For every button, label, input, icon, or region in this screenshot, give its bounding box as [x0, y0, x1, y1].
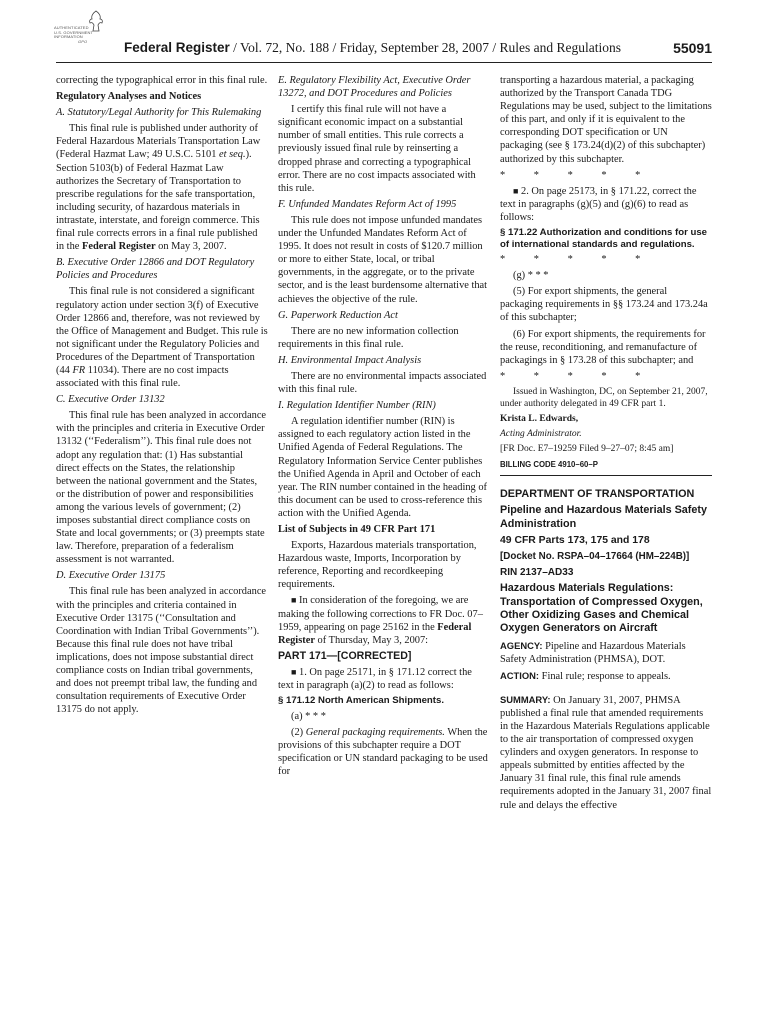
page-number: 55091	[673, 40, 712, 56]
square-bullet-icon: ■	[291, 595, 297, 606]
subsection-heading: E. Regulatory Flexibility Act, Executive Order 13272, and DOT Procedures and Policies	[278, 75, 471, 100]
paragraph: (6) For export shipments, the requirements for the reuse, reconditioning, and remanufacture of packagings in § 173.28 of this subchapter; and	[500, 328, 706, 366]
paragraph: ■ 1. On page 25171, in § 171.12 correct the text in paragraph (a)(2) to read as follows:	[278, 666, 472, 692]
page-header	[124, 40, 712, 60]
agency-line: AGENCY: Pipeline and Hazardous Materials Safety Administration (PHMSA), DOT.	[500, 639, 686, 665]
square-bullet-icon: ■	[291, 666, 297, 677]
ellipsis-stars: * * * * *	[500, 370, 654, 382]
ellipsis-stars: * * * * *	[500, 254, 654, 266]
regulation-section-heading: § 171.22 Authorization and conditions for use of international standards and regulations.	[500, 227, 708, 250]
column-1	[56, 74, 268, 719]
summary-paragraph: SUMMARY: On January 31, 2007, PHMSA published a final rule that amended requirements in the Hazardous Materials Regulations applicable to the air transportation of compressed oxygen cylinders and oxygen generators. In response to appeals submitted by entities affected by the January 31 final rule, this final rule amends requirements adopted in the January 31, 2007 final rule and delays the effective	[500, 693, 712, 811]
journal-title: Federal Register	[124, 40, 230, 55]
subsection-heading: C. Executive Order 13132	[56, 394, 165, 406]
issued-note: Issued in Washington, DC, on September 21, 2007, under authority delegated in 49 CFR part 1.	[500, 386, 708, 409]
paragraph: (5) For export shipments, the general packaging requirements in §§ 173.24 and 173.24a of this subchapter;	[500, 286, 708, 324]
signer-title: Acting Administrator.	[500, 428, 582, 439]
paragraph: I certify this final rule will not have a significant economic impact on a substantial number of small entities. This rule corrects a previously issued final rule by reinserting a dropped phrase and correcting a typographical error. There are no cost impacts associated with this rule.	[278, 104, 476, 194]
billing-code: BILLING CODE 4910–60–P	[500, 459, 598, 469]
issue-info: / Vol. 72, No. 188 / Friday, September 28, 2007 / Rules and Regulations	[229, 40, 622, 55]
paragraph: ■ In consideration of the foregoing, we are making the following corrections to FR Doc. 07–1959, appearing on page 25162 in the Federal Register of Thursday, May 3, 2007:	[278, 595, 483, 646]
section-heading: Regulatory Analyses and Notices	[56, 91, 202, 103]
department-heading: DEPARTMENT OF TRANSPORTATION	[500, 487, 695, 500]
ellipsis-stars: * * * * *	[500, 169, 654, 181]
paragraph: There are no new information collection requirements in this final rule.	[278, 325, 459, 350]
subsection-heading: H. Environmental Impact Analysis	[278, 354, 422, 366]
paragraph: This final rule has been analyzed in accordance with the principles and criteria in Executive Order 13132 (‘‘Federalism’’). This final rule does not adopt any regulation that: (1) Has substantial direct effects on the States, the relationship between the national government and the States, or the distribution of power and responsibilities among the various levels of government; (2) imposes substantial direct compliance costs on State and local governments; or (3) preempts state law. Therefore, preparation of a federalism assessment is not warranted.	[56, 410, 267, 566]
column-3	[500, 74, 712, 815]
paragraph: There are no environmental impacts associated with this final rule.	[278, 370, 487, 396]
section-heading: List of Subjects in 49 CFR Part 171	[278, 524, 436, 535]
paragraph: (a) * * *	[291, 710, 326, 722]
document-divider	[500, 475, 712, 476]
paragraph: This final rule is published under authority of Federal Hazardous Materials Transportation Law (Federal Hazmat Law; 49 U.S.C. 5101 et seq.). Section 5103(b) of Federal Hazmat Law authorizes the Secretary of Transportation to prescribe regulations for the safe transportation, including security, of hazardous materials in intrastate, interstate, and foreign commerce. This final rule corrects errors in a final rule published in the Federal Register on May 3, 2007.	[56, 123, 261, 253]
paragraph: Exports, Hazardous materials transportation, Hazardous waste, Imports, Incorporation by reference, Reporting and recordkeeping requirements.	[278, 540, 477, 591]
action-line: ACTION: Final rule; response to appeals.	[500, 669, 671, 682]
header-rule	[56, 62, 712, 63]
cfr-parts: 49 CFR Parts 173, 175 and 178	[500, 535, 650, 547]
paragraph: (g) * * *	[513, 270, 549, 282]
paragraph: ■ 2. On page 25173, in § 171.22, correct the text in paragraphs (g)(5) and (g)(6) to read as follows:	[500, 185, 697, 223]
paragraph: A regulation identifier number (RIN) is assigned to each regulatory action listed in the Unified Agenda of Federal Regulations. The Regulatory Information Service Center publishes the Unified Agenda in April and October of each year. The RIN number contained in the heading of this document can be used to cross-reference this action with the Unified Agenda.	[278, 416, 487, 519]
square-bullet-icon: ■	[513, 185, 519, 196]
fr-doc-line: [FR Doc. E7–19259 Filed 9–27–07; 8:45 am]	[500, 443, 674, 454]
rin-number: RIN 2137–AD33	[500, 567, 574, 579]
paragraph: This rule does not impose unfunded mandates under the Unfunded Mandates Reform Act of 1995. It does not result in costs of $120.7 million or more to either State, local, or tribal governments, in the aggregate, or to the private sector, and is the least burdensome alternative that achieves the objective of the rule.	[278, 214, 488, 305]
regulation-section-heading: § 171.12 North American Shipments.	[278, 695, 444, 707]
subsection-heading: D. Executive Order 13175	[56, 570, 166, 582]
subsection-heading: I. Regulation Identifier Number (RIN)	[278, 400, 436, 412]
paragraph: This final rule has been analyzed in accordance with the principles and criteria contained in Executive Order 13175 (‘‘Consultation and Coordination with Indian Tribal Governments’’). Because this final rule does not have tribal implications, does not impose substantial direct compliance costs on Indian tribal governments, and does not preempt tribal law, the funding and consultation requirements of Executive Order 13175 do not apply.	[56, 586, 267, 716]
seal-text: AUTHENTICATED U.S. GOVERNMENT INFORMATION GPO	[54, 25, 94, 44]
paragraph: correcting the typographical error in this final rule.	[56, 75, 268, 86]
paragraph: This final rule is not considered a significant regulatory action under section 3(f) of Executive Order 12866 and, therefore, was not reviewed by the Office of Management and Budget. This rule is not significant under the Regulatory Policies and Procedures of the Department of Transportation (44 FR 11034). There are no cost impacts associated with this final rule.	[56, 286, 268, 390]
signer-name: Krista L. Edwards,	[500, 413, 579, 424]
subsection-heading: F. Unfunded Mandates Reform Act of 1995	[278, 198, 457, 210]
rule-title: Hazardous Materials Regulations: Transportation of Compressed Oxygen, Other Oxidizing Gases and Chemical Oxygen Generators on Aircraft	[500, 582, 703, 635]
paragraph: (2) General packaging requirements. When the provisions of this subchapter require a DOT specification or UN standard packaging to be used for	[278, 726, 488, 777]
part-heading: PART 171—[CORRECTED]	[278, 649, 412, 662]
agency-heading: Pipeline and Hazardous Materials Safety Administration	[500, 504, 708, 530]
column-2	[278, 74, 490, 781]
docket-number: [Docket No. RSPA–04–17664 (HM–224B)]	[500, 551, 690, 563]
subsection-heading: A. Statutory/Legal Authority for This Rulemaking	[56, 107, 262, 119]
paragraph: transporting a hazardous material, a packaging authorized by the Transport Canada TDG Regulations may be used, subject to the limitations of this part, and only if it is equivalent to the corresponding DOT specification or UN packaging (see § 173.24(d)(2) of this subchapter) authorized by this subchapter.	[500, 75, 712, 165]
subsection-heading: B. Executive Order 12866 and DOT Regulatory Policies and Procedures	[56, 257, 255, 282]
gpo-authentication-seal	[54, 10, 104, 42]
subsection-heading: G. Paperwork Reduction Act	[278, 309, 398, 321]
